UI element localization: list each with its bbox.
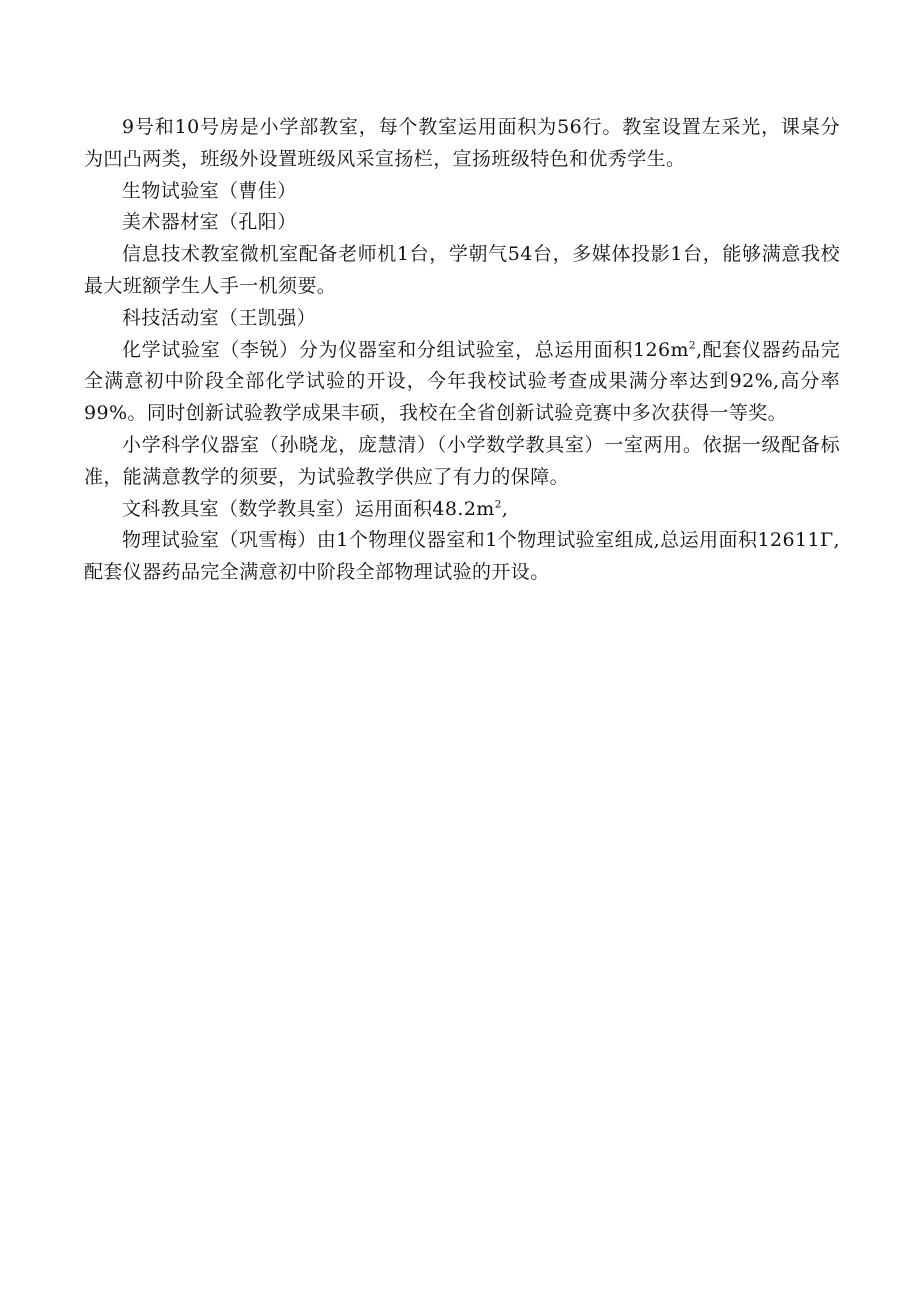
chemistry-text-before: 化学试验室（李锐）分为仪器室和分组试验室，总运用面积126m (122, 338, 689, 361)
paragraph-biology-lab: 生物试验室（曹佳） (122, 179, 297, 202)
liberal-arts-text-after: , (501, 497, 509, 520)
paragraph-tech-room: 科技活动室（王凯强） (122, 306, 317, 329)
paragraph-it-room: 信息技术教室微机室配备老师机1台，学朝气54台，多媒体投影1台，能够满意我校最大班额学生人手一机须要。 (84, 243, 840, 297)
liberal-arts-superscript: 2 (494, 498, 502, 511)
paragraph-science-room: 小学科学仪器室（孙晓龙，庞慧清）（小学数学教具室）一室两用。依据一级配备标准，能满意教学的须要，为试验教学供应了有力的保障。 (84, 433, 840, 488)
liberal-arts-text-before: 文科教具室（数学教具室）运用面积48.2m (122, 497, 495, 520)
paragraph-liberal-arts-room (84, 494, 840, 526)
chemistry-superscript: 2 (688, 339, 696, 352)
paragraph-classrooms: 9号和10号房是小学部教室，每个教室运用面积为56行。教室设置左采光，课桌分为凹凸两类，班级外设置班级风采宣扬栏，宣扬班级特色和优秀学生。 (84, 116, 840, 170)
paragraph-art-room: 美术器材室（孔阳） (122, 211, 297, 234)
chemistry-text-after: ,配套仪器药品完全满意初中阶段全部化学试验的开设，今年我校试验考查成果满分率达到92%,高分率99%。同时创新试验教学成果丰硕，我校在全省创新试验竞赛中多次获得一等奖。 (84, 338, 840, 425)
paragraph-physics-lab: 物理试验室（巩雪梅）由1个物理仪器室和1个物理试验室组成,总运用面积12611Γ,配套仪器药品完全满意初中阶段全部物理试验的开设。 (84, 529, 840, 584)
paragraph-chemistry-lab (84, 335, 840, 430)
document-body (84, 112, 840, 589)
